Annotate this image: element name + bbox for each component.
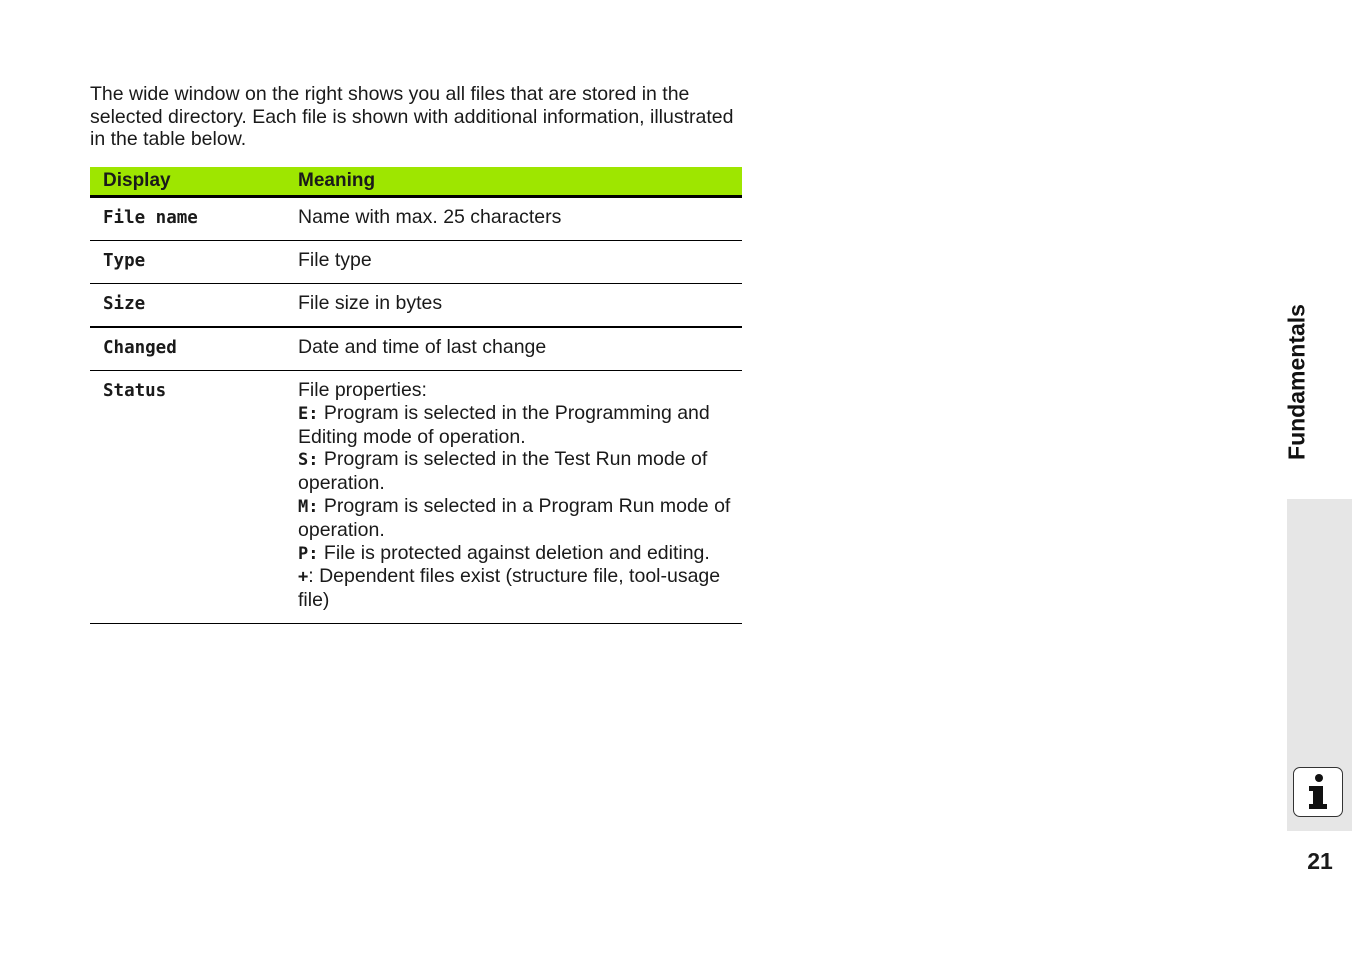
status-property <box>298 448 742 495</box>
row-display: Type <box>103 251 146 271</box>
property-key: P: <box>298 543 319 564</box>
property-key: E: <box>298 403 319 424</box>
info-glyph <box>1294 768 1341 815</box>
status-property <box>298 565 742 612</box>
row-meaning: Date and time of last change <box>298 336 547 358</box>
status-property <box>298 495 742 542</box>
row-display: Status <box>103 381 167 401</box>
property-text: Program is selected in the Test Run mode of operation. <box>298 448 708 495</box>
table-row <box>90 371 742 624</box>
row-display: Size <box>103 294 146 314</box>
row-meaning: Name with max. 25 characters <box>298 206 562 228</box>
file-info-table <box>90 167 742 624</box>
table-header <box>90 167 742 198</box>
property-key: + <box>298 567 309 588</box>
header-display: Display <box>103 170 171 191</box>
property-key: S: <box>298 450 319 471</box>
section-title: Fundamentals <box>1283 304 1310 460</box>
property-text: File is protected against deletion and editing. <box>318 541 710 564</box>
table-row <box>90 328 742 371</box>
intro-paragraph: The wide window on the right shows you all files that are stored in the selected directory. Each file is shown with additional information, illustrated in the table below. <box>90 83 734 150</box>
info-icon[interactable] <box>1293 767 1343 817</box>
row-meaning: File size in bytes <box>298 292 443 314</box>
status-property <box>298 542 742 566</box>
table-row <box>90 284 742 328</box>
table-row <box>90 198 742 241</box>
property-text: Program is selected in a Program Run mode of operation. <box>298 494 731 541</box>
row-display: Changed <box>103 338 177 358</box>
status-intro: File properties: <box>298 379 427 401</box>
property-key: M: <box>298 496 319 517</box>
property-text: Program is selected in the Programming and Editing mode of operation. <box>298 401 710 448</box>
header-meaning: Meaning <box>298 170 376 191</box>
status-property <box>298 402 742 449</box>
page-number: 21 <box>1307 848 1333 874</box>
row-display: File name <box>103 208 198 228</box>
table-row <box>90 241 742 284</box>
row-meaning: File type <box>298 249 372 271</box>
property-text: : Dependent files exist (structure file, tool-usage file) <box>298 565 721 612</box>
row-meaning <box>294 371 742 623</box>
